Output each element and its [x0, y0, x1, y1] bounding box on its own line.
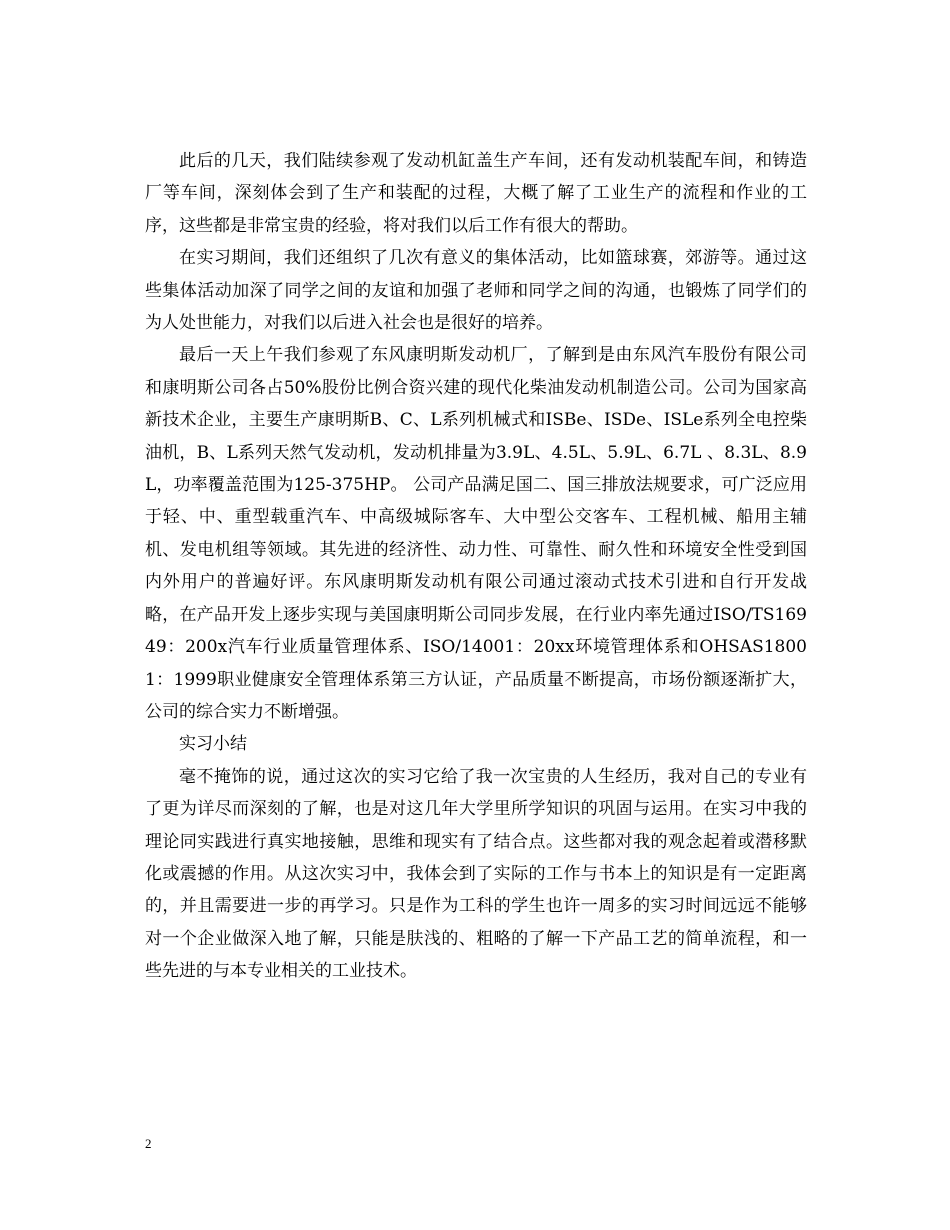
document-body: [145, 145, 807, 988]
paragraph-summary: 毫不掩饰的说，通过这次的实习它给了我一次宝贵的人生经历，我对自己的专业有了更为详尽而深刻的了解，也是对这几年大学里所学知识的巩固与运用。在实习中我的理论同实践进行真实地接触，思维和现实有了结合点。这些都对我的观念起着或潜移默化或震撼的作用。从这次实习中，我体会到了实际的工作与书本上的知识是有一定距离的，并且需要进一步的再学习。只是作为工科的学生也许一周多的实习时间远远不能够对一个企业做深入地了解，只能是肤浅的、粗略的了解一下产品工艺的简单流程，和一些先进的与本专业相关的工业技术。: [145, 766, 807, 982]
paragraph-group-activities: 在实习期间，我们还组织了几次有意义的集体活动，比如篮球赛，郊游等。通过这些集体活动加深了同学之间的友谊和加强了老师和同学之间的沟通，也锻炼了同学们的为人处世能力，对我们以后进入社会也是很好的培养。: [145, 248, 807, 334]
paragraph-workshop-visits: 此后的几天，我们陆续参观了发动机缸盖生产车间，还有发动机装配车间，和铸造厂等车间，深刻体会到了生产和装配的过程，大概了解了工业生产的流程和作业的工序，这些都是非常宝贵的经验，将对我们以后工作有很大的帮助。: [145, 151, 807, 236]
paragraph-cummins-visit: 最后一天上午我们参观了东风康明斯发动机厂，了解到是由东风汽车股份有限公司和康明斯公司各占50%股份比例合资兴建的现代化柴油发动机制造公司。公司为国家高新技术企业，主要生产康明斯B、C、L系列机械式和ISBe、ISDe、ISLe系列全电控柴油机，B、L系列天然气发动机，发动机排量为3.9L、4.5L、5.9L、6.7L 、8.3L、8.9L，功率覆盖范围为125-375HP。 公司产品满足国二、国三排放法规要求，可广泛应用于轻、中、重型载重汽车、中高级城际客车、大中型公交客车、工程机械、船用主辅机、发电机组等领域。其先进的经济性、动力性、可靠性、耐久性和环境安全性受到国内外用户的普遍好评。东风康明斯发动机有限公司通过滚动式技术引进和自行开发战略，在产品开发上逐步实现与美国康明斯公司同步发展，在行业内率先通过ISO/TS16949：200x汽车行业质量管理体系、ISO/14001：20xx环境管理体系和OHSAS18001：1999职业健康安全管理体系第三方认证，产品质量不断提高，市场份额逐渐扩大，公司的综合实力不断增强。: [145, 345, 807, 722]
section-heading: 实习小结: [179, 734, 247, 755]
page-number: 2: [145, 1136, 152, 1151]
